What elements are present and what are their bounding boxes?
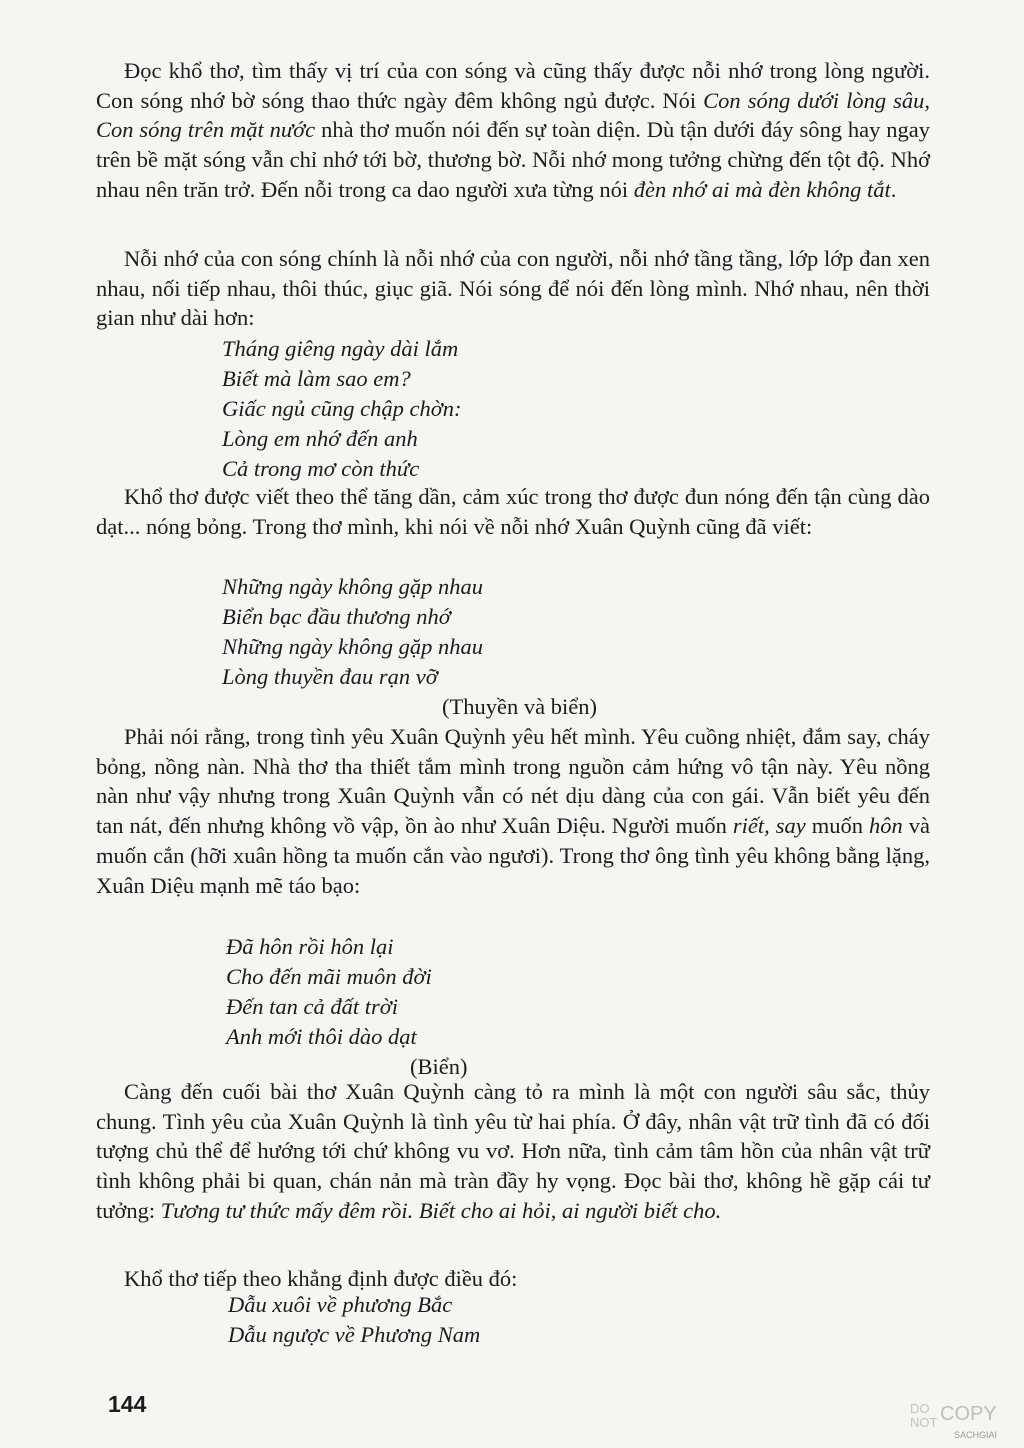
text-run: muốn [805,813,869,839]
poem-line: Lòng em nhớ đến anh [222,426,418,451]
text-run: . [890,176,897,202]
page-number: 144 [108,1391,147,1417]
text-run: nhà thơ muốn nói đến sự toàn diện. Dù tận dưới đáy sông hay ngay trên bề mặt sóng vẫn chỉ nhớ tới bờ, thương bờ. Nỗi nhớ mong tưởng chừng đến tột độ. Nhớ nhau nên trăn trở. Đến nỗi trong ca dao người xưa từng nói [96,117,930,202]
poem-line: Đã hôn rồi hôn lại [226,934,394,959]
body-paragraph [96,56,930,205]
poem-line: Giấc ngủ cũng chập chờn: [222,396,462,421]
text-run: và muốn cắn (hỡi xuân hồng ta muốn cắn vào ngươi). Trong thơ ông tình yêu không bằng lặng, Xuân Diệu mạnh mẽ táo bạo: [96,813,930,898]
poem-line: Đến tan cả đất trời [226,994,398,1019]
watermark-brand: SACHGIAI [954,1430,998,1440]
italic-quote: riết, say [732,813,806,839]
poem-source: (Thuyền và biển) [442,694,597,719]
poem-line: Biển bạc đầu thương nhớ [222,604,451,629]
poem-stanza [226,932,432,1052]
text-run: Khổ thơ được viết theo thể tăng dần, cảm xúc trong thơ được đun nóng đến tận cùng dào dạt... nóng bỏng. Trong thơ mình, khi nói về nỗi nhớ Xuân Quỳnh cũng đã viết: [96,484,930,539]
text-run: Càng đến cuối bài thơ Xuân Quỳnh càng tỏ ra mình là một con người sâu sắc, thủy chung. Tình yêu của Xuân Quỳnh là tình yêu từ hai phía. Ở đây, nhân vật trữ tình đã có đối tượng chủ thể để hướng tới chứ không vu vơ. Hơn nữa, tình cảm tâm hồn của nhân vật trữ tình không phải bi quan, chán nản mà tràn đầy hy vọng. Đọc bài thơ, không hề gặp cái tư tưởng: [96,1079,930,1223]
body-paragraph [96,1264,930,1294]
poem-line: Những ngày không gặp nhau [222,574,484,599]
poem-line: Biết mà làm sao em? [222,366,411,391]
poem-stanza [222,334,461,484]
italic-quote: đèn nhớ ai mà đèn không tắt [633,176,891,202]
poem-source: (Biển) [410,1054,468,1079]
poem-line: Anh mới thôi dào dạt [226,1024,417,1049]
poem-stanza [228,1290,480,1350]
poem-line: Dẫu xuôi về phương Bắc [228,1292,453,1317]
poem-line: Cả trong mơ còn thức [222,456,420,481]
watermark-not: NOT [910,1415,938,1430]
italic-quote: hôn [868,813,903,839]
body-paragraph [96,1077,930,1226]
body-paragraph [96,722,930,900]
body-paragraph [96,482,930,541]
watermark-copy: COPY [940,1403,997,1425]
italic-quote: Con sóng dưới lòng sâu, Con sóng trên mặt nước [96,87,930,143]
text-run: Đọc khổ thơ, tìm thấy vị trí của con sóng và cũng thấy được nỗi nhớ trong lòng người. Con sóng nhớ bờ sóng thao thức ngày đêm không ngủ được. Nói [96,58,930,113]
poem-line: Những ngày không gặp nhau [222,634,484,659]
poem-stanza [222,572,483,692]
poem-line: Tháng giêng ngày dài lắm [222,336,459,361]
watermark-graphic [908,1398,1014,1442]
poem-line: Dẫu ngược về Phương Nam [228,1322,481,1347]
body-paragraph [96,244,930,333]
text-run: Khổ thơ tiếp theo khẳng định được điều đó: [124,1266,518,1291]
italic-quote: Tương tư thức mấy đêm rồi. Biết cho ai hỏi, ai người biết cho. [160,1197,722,1223]
watermark-logo [908,1398,1014,1442]
text-run: Nỗi nhớ của con sóng chính là nỗi nhớ của con người, nỗi nhớ tầng tầng, lớp lớp đan xen nhau, nối tiếp nhau, thôi thúc, giục giã. Nói sóng để nói đến lòng mình. Nhớ nhau, nên thời gian như dài hơn: [96,246,930,331]
poem-line: Cho đến mãi muôn đời [226,964,432,989]
poem-line: Lòng thuyền đau rạn vỡ [222,664,438,689]
watermark-do: DO [910,1401,930,1416]
text-run: Phải nói rằng, trong tình yêu Xuân Quỳnh yêu hết mình. Yêu cuồng nhiệt, đắm say, cháy bỏng, nồng nàn. Nhà thơ tha thiết tắm mình trong nguồn cảm hứng vô tận này. Yêu nồng nàn như vậy nhưng trong Xuân Quỳnh vẫn có nét dịu dàng của con gái. Vẫn biết yêu đến tan nát, đến nhưng không vồ vập, ồn ào như Xuân Diệu. Người muốn [96,724,930,839]
